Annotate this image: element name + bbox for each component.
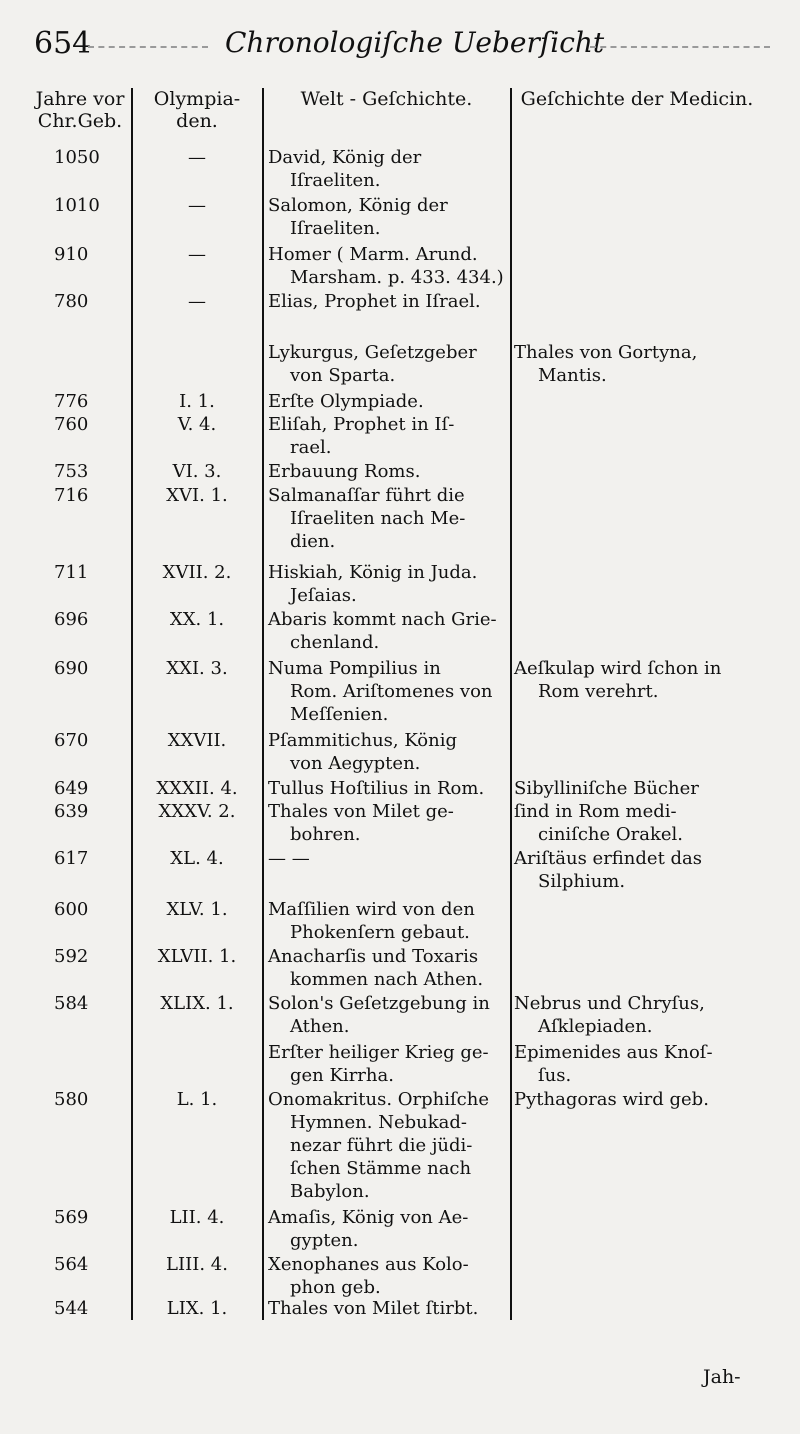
olympiad-cell: — <box>188 147 206 168</box>
world-history-line: von Aegypten. <box>290 753 421 774</box>
olympiad-cell: — <box>188 244 206 265</box>
world-history-line: Abaris kommt nach Grie- <box>268 609 497 630</box>
olympiad-cell: XLVII. 1. <box>157 946 237 967</box>
olympiad-cell: XVII. 2. <box>162 562 232 583</box>
year-cell: 1050 <box>54 147 100 168</box>
olympiad-cell: LII. 4. <box>169 1207 225 1228</box>
world-history-cell <box>268 413 506 459</box>
olympiad-cell: I. 1. <box>179 391 215 412</box>
year-cell: 711 <box>54 562 89 583</box>
world-history-cell <box>268 341 506 387</box>
medicine-history-line: ſind in Rom medi- <box>514 801 677 822</box>
world-history-line: von Sparta. <box>290 365 396 386</box>
world-history-cell <box>268 729 506 775</box>
medicine-history-line: Silphium. <box>538 871 626 892</box>
world-history-cell <box>268 945 506 991</box>
world-history-line: — — <box>268 848 310 869</box>
olympiad-cell: XX. 1. <box>169 609 225 630</box>
world-history-line: Lykurgus, Geſetzgeber <box>268 342 477 363</box>
world-history-line: Jeſaias. <box>290 585 357 606</box>
year-cell: 569 <box>54 1207 89 1228</box>
olympiad-cell: XLIX. 1. <box>160 993 234 1014</box>
year-cell: 753 <box>54 461 89 482</box>
world-history-cell <box>268 146 506 192</box>
world-history-cell <box>268 992 506 1038</box>
world-history-line: Eliſah, Prophet in Iſ- <box>268 414 455 435</box>
year-cell: 690 <box>54 658 89 679</box>
year-cell: 564 <box>54 1254 89 1275</box>
world-history-line: Xenophanes aus Kolo- <box>268 1254 469 1275</box>
year-cell: 716 <box>54 485 89 506</box>
world-history-line: Iſraeliten. <box>290 170 381 191</box>
world-history-line: Iſraeliten. <box>290 218 381 239</box>
world-history-cell <box>268 777 506 800</box>
olympiad-cell: VI. 3. <box>172 461 222 482</box>
olympiad-cell: LIII. 4. <box>166 1254 228 1275</box>
world-history-line: Iſraeliten nach Me- <box>290 508 466 529</box>
world-history-line: David, König der <box>268 147 422 168</box>
medicine-history-line: ciniſche Orakel. <box>538 824 684 845</box>
medicine-history-line: Thales von Gortyna, <box>514 342 698 363</box>
medicine-history-line: Aeſkulap wird ſchon in <box>514 658 722 679</box>
year-cell: 760 <box>54 414 89 435</box>
world-history-line: Phokenſern gebaut. <box>290 922 470 943</box>
world-history-line: Hiskiah, König in Juda. <box>268 562 478 583</box>
world-history-line: Salmanaſſar führt die <box>268 485 465 506</box>
olympiad-cell: — <box>188 291 206 312</box>
world-history-line: Erbauung Roms. <box>268 461 421 482</box>
world-history-line: Marsham. p. 433. 434.) <box>290 267 504 288</box>
medicine-history-line: ſus. <box>538 1065 572 1086</box>
world-history-cell <box>268 1297 506 1320</box>
medicine-history-cell <box>514 657 762 703</box>
world-history-line: rael. <box>290 437 332 458</box>
catchword: Jah- <box>703 1366 741 1388</box>
year-cell: 776 <box>54 391 89 412</box>
olympiad-cell: XVI. 1. <box>166 485 228 506</box>
world-history-line: Numa Pompilius in <box>268 658 441 679</box>
running-title: Chronologiſche Ueberſicht <box>225 26 605 59</box>
world-history-cell <box>268 561 506 607</box>
year-cell: 584 <box>54 993 89 1014</box>
world-history-cell <box>268 657 506 726</box>
olympiad-cell: XXVII. <box>167 730 227 751</box>
year-cell: 670 <box>54 730 89 751</box>
world-history-line: ſchen Stämme nach <box>290 1158 472 1179</box>
medicine-history-cell <box>514 1088 762 1111</box>
world-history-line: Solon's Geſetzgebung in <box>268 993 490 1014</box>
world-history-cell <box>268 194 506 240</box>
page-number: 654 <box>34 26 92 61</box>
medicine-history-line: Rom verehrt. <box>538 681 659 702</box>
column-header-years: Jahre vor Chr.Geb. <box>35 88 125 132</box>
header-rule <box>590 46 770 48</box>
world-history-line: Athen. <box>290 1016 350 1037</box>
world-history-line: Hymnen. Nebukad- <box>290 1112 467 1133</box>
world-history-line: phon geb. <box>290 1277 381 1298</box>
year-cell: 592 <box>54 946 89 967</box>
year-cell: 639 <box>54 801 89 822</box>
year-cell: 910 <box>54 244 89 265</box>
year-cell: 780 <box>54 291 89 312</box>
world-history-line: Elias, Prophet in Iſrael. <box>268 291 481 312</box>
world-history-line: nezar führt die jüdi- <box>290 1135 473 1156</box>
world-history-cell <box>268 898 506 944</box>
world-history-line: Thales von Milet ſtirbt. <box>268 1298 479 1319</box>
year-cell: 649 <box>54 778 89 799</box>
medicine-history-line: Nebrus und Chryſus, <box>514 993 705 1014</box>
world-history-cell <box>268 1041 506 1087</box>
column-header-medicine-history: Geſchichte der Medicin. <box>520 88 754 110</box>
column-divider <box>131 88 133 1320</box>
olympiad-cell: L. 1. <box>176 1089 218 1110</box>
world-history-cell <box>268 608 506 654</box>
world-history-line: Erſter heiliger Krieg ge- <box>268 1042 489 1063</box>
column-divider <box>262 88 264 1320</box>
column-header-olympiads: Olympia- den. <box>153 88 241 132</box>
world-history-line: Anacharſis und Toxaris <box>268 946 479 967</box>
world-history-cell <box>268 1253 506 1299</box>
medicine-history-line: Mantis. <box>538 365 607 386</box>
year-cell: 600 <box>54 899 89 920</box>
world-history-cell <box>268 243 506 289</box>
world-history-line: Meſſenien. <box>290 704 389 725</box>
medicine-history-cell <box>514 992 762 1038</box>
world-history-cell <box>268 1206 506 1252</box>
world-history-cell <box>268 290 506 313</box>
world-history-cell <box>268 390 506 413</box>
year-cell: 696 <box>54 609 89 630</box>
world-history-line: Erſte Olympiade. <box>268 391 424 412</box>
world-history-line: Amaſis, König von Ae- <box>268 1207 469 1228</box>
medicine-history-cell <box>514 800 762 846</box>
year-cell: 544 <box>54 1298 89 1319</box>
olympiad-cell: XXXV. 2. <box>158 801 236 822</box>
world-history-cell <box>268 800 506 846</box>
medicine-history-line: Ariſtäus erfindet das <box>514 848 703 869</box>
world-history-cell <box>268 847 506 870</box>
medicine-history-line: Pythagoras wird geb. <box>514 1089 709 1110</box>
column-header-world-history: Welt - Geſchichte. <box>300 88 473 110</box>
page-header <box>30 20 780 70</box>
world-history-line: Tullus Hoſtilius in Rom. <box>268 778 485 799</box>
world-history-line: dien. <box>290 531 336 552</box>
world-history-line: Maſſilien wird von den <box>268 899 475 920</box>
header-rule <box>88 46 208 48</box>
medicine-history-line: Epimenides aus Knoſ- <box>514 1042 713 1063</box>
medicine-history-cell <box>514 341 762 387</box>
world-history-cell <box>268 484 506 553</box>
world-history-line: Homer ( Marm. Arund. <box>268 244 478 265</box>
world-history-line: gypten. <box>290 1230 359 1251</box>
world-history-cell <box>268 460 506 483</box>
year-cell: 1010 <box>54 195 100 216</box>
column-divider <box>510 88 512 1320</box>
world-history-line: bohren. <box>290 824 361 845</box>
world-history-line: Rom. Ariſtomenes von <box>290 681 493 702</box>
year-cell: 580 <box>54 1089 89 1110</box>
world-history-line: Thales von Milet ge- <box>268 801 454 822</box>
olympiad-cell: — <box>188 195 206 216</box>
olympiad-cell: XL. 4. <box>170 848 224 869</box>
olympiad-cell: XXXII. 4. <box>156 778 238 799</box>
medicine-history-line: Sibylliniſche Bücher <box>514 778 699 799</box>
medicine-history-cell <box>514 847 762 893</box>
world-history-line: Babylon. <box>290 1181 370 1202</box>
world-history-line: chenland. <box>290 632 380 653</box>
medicine-history-cell <box>514 1041 762 1087</box>
olympiad-cell: V. 4. <box>177 414 217 435</box>
world-history-line: Salomon, König der <box>268 195 448 216</box>
olympiad-cell: XLV. 1. <box>166 899 228 920</box>
medicine-history-line: Aſklepiaden. <box>538 1016 653 1037</box>
medicine-history-cell <box>514 777 762 800</box>
olympiad-cell: XXI. 3. <box>166 658 228 679</box>
world-history-line: kommen nach Athen. <box>290 969 484 990</box>
world-history-cell <box>268 1088 506 1203</box>
world-history-line: gen Kirrha. <box>290 1065 394 1086</box>
world-history-line: Onomakritus. Orphiſche <box>268 1089 489 1110</box>
world-history-line: Pſammitichus, König <box>268 730 458 751</box>
year-cell: 617 <box>54 848 89 869</box>
olympiad-cell: LIX. 1. <box>166 1298 228 1319</box>
